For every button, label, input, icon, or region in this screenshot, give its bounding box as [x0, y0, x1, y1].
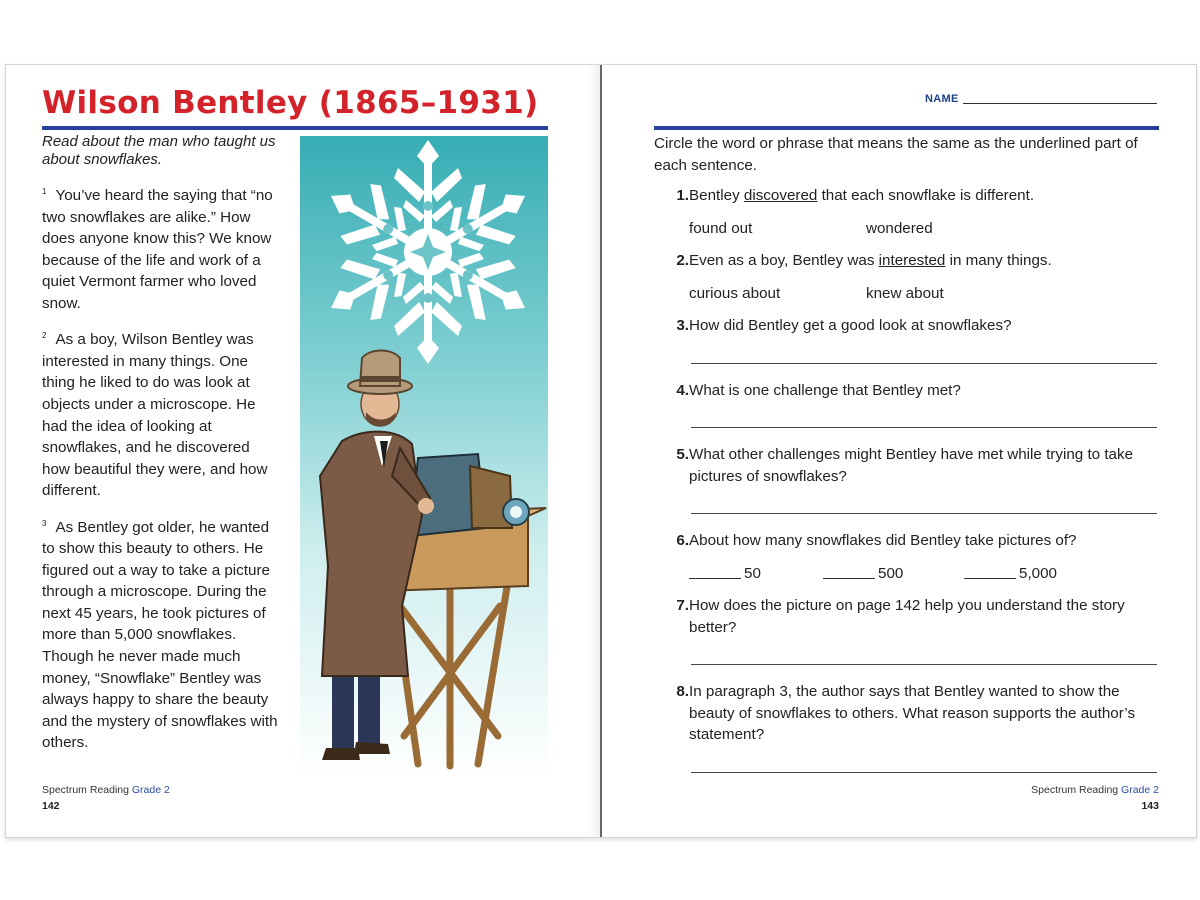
- underlined-word: interested: [878, 252, 946, 269]
- paragraph-number: 1: [42, 187, 47, 196]
- header-rule: [654, 126, 1159, 130]
- footer-series: Spectrum Reading Grade 2: [1031, 784, 1159, 796]
- question-5: 5. What other challenges might Bentley have met while trying to take pictures of snowflakes?: [654, 444, 1164, 487]
- question-number: 5.: [676, 446, 689, 463]
- choice-50[interactable]: 50: [689, 565, 761, 582]
- choice-5000[interactable]: 5,000: [964, 565, 1057, 582]
- question-2: 2. Even as a boy, Bentley was interested in many things.: [654, 250, 1164, 272]
- question-1: 1. Bentley discovered that each snowflake is different.: [654, 185, 1164, 207]
- paragraph-text: You’ve heard the saying that “no two snowflakes are alike.” How does anyone know this? We know because of the life and work of a quiet Vermont farmer who loved snow.: [42, 187, 273, 312]
- question-7: 7. How does the picture on page 142 help you understand the story better?: [654, 595, 1164, 638]
- question-4: 4. What is one challenge that Bentley met?: [654, 380, 1164, 402]
- page-gutter: [600, 65, 602, 837]
- footer-series: Spectrum Reading Grade 2: [42, 784, 170, 796]
- question-number: 1.: [676, 187, 689, 204]
- check-blank[interactable]: [689, 578, 741, 579]
- paragraph-number: 3: [42, 518, 47, 528]
- paragraph-text: As Bentley got older, he wanted to show this beauty to others. He figured out a way to take a picture through a microscope. During the next 45 years, he took pictures of more than 5,000 snowflakes. Though he never made much money, “Snowflake” Bentley was always happy to share the beauty and the mystery of snowflakes with others.: [42, 518, 278, 752]
- gutter-shadow: [588, 65, 600, 837]
- check-blank[interactable]: [823, 578, 875, 579]
- answer-line[interactable]: [691, 772, 1157, 773]
- question-8: 8. In paragraph 3, the author says that Bentley wanted to show the beauty of snowflakes to others. What reason supports the author’s statement?: [654, 681, 1164, 746]
- paragraph-3: [42, 513, 278, 755]
- question-number: 3.: [676, 317, 689, 334]
- answer-line[interactable]: [691, 664, 1157, 665]
- choice-500[interactable]: 500: [823, 565, 903, 582]
- paragraph-1: [42, 181, 278, 315]
- workbook-spread: [5, 64, 1197, 838]
- story-text: [42, 181, 278, 765]
- name-line[interactable]: [963, 103, 1157, 104]
- underlined-word: discovered: [743, 187, 818, 204]
- question-number: 8.: [676, 683, 689, 700]
- instructions-text: Circle the word or phrase that means the same as the underlined part of each sentence.: [654, 135, 1138, 174]
- page-number: 143: [1141, 800, 1159, 812]
- answer-line[interactable]: [691, 363, 1157, 364]
- name-field[interactable]: [925, 89, 1157, 107]
- question-6: 6. About how many snowflakes did Bentley take pictures of?: [654, 530, 1164, 552]
- option-knew-about[interactable]: knew about: [866, 285, 944, 302]
- question-number: 2.: [676, 252, 689, 269]
- answer-line[interactable]: [691, 427, 1157, 428]
- page-title: Wilson Bentley (1865–1931): [42, 85, 539, 121]
- bentley-illustration: [300, 136, 548, 776]
- question-number: 4.: [676, 382, 689, 399]
- answer-line[interactable]: [691, 513, 1157, 514]
- question-number: 6.: [676, 532, 689, 549]
- option-wondered[interactable]: wondered: [866, 220, 933, 237]
- paragraph-text: As a boy, Wilson Bentley was interested in many things. One thing he liked to do was look at objects under a microscope. He had the idea of looking at snowflakes, and he discovered how beautiful they were, and how different.: [42, 331, 268, 500]
- question-3: 3. How did Bentley get a good look at snowflakes?: [654, 315, 1164, 337]
- option-found-out[interactable]: found out: [689, 220, 753, 237]
- check-blank[interactable]: [964, 578, 1016, 579]
- paragraph-number: 2: [42, 331, 47, 341]
- title-rule: [42, 126, 548, 130]
- question-number: 7.: [676, 597, 689, 614]
- paragraph-2: [42, 325, 278, 502]
- intro-text: Read about the man who taught us about snowflakes.: [42, 133, 276, 168]
- option-curious-about[interactable]: curious about: [689, 285, 781, 302]
- name-label: NAME: [925, 93, 959, 105]
- page-number: 142: [42, 800, 60, 812]
